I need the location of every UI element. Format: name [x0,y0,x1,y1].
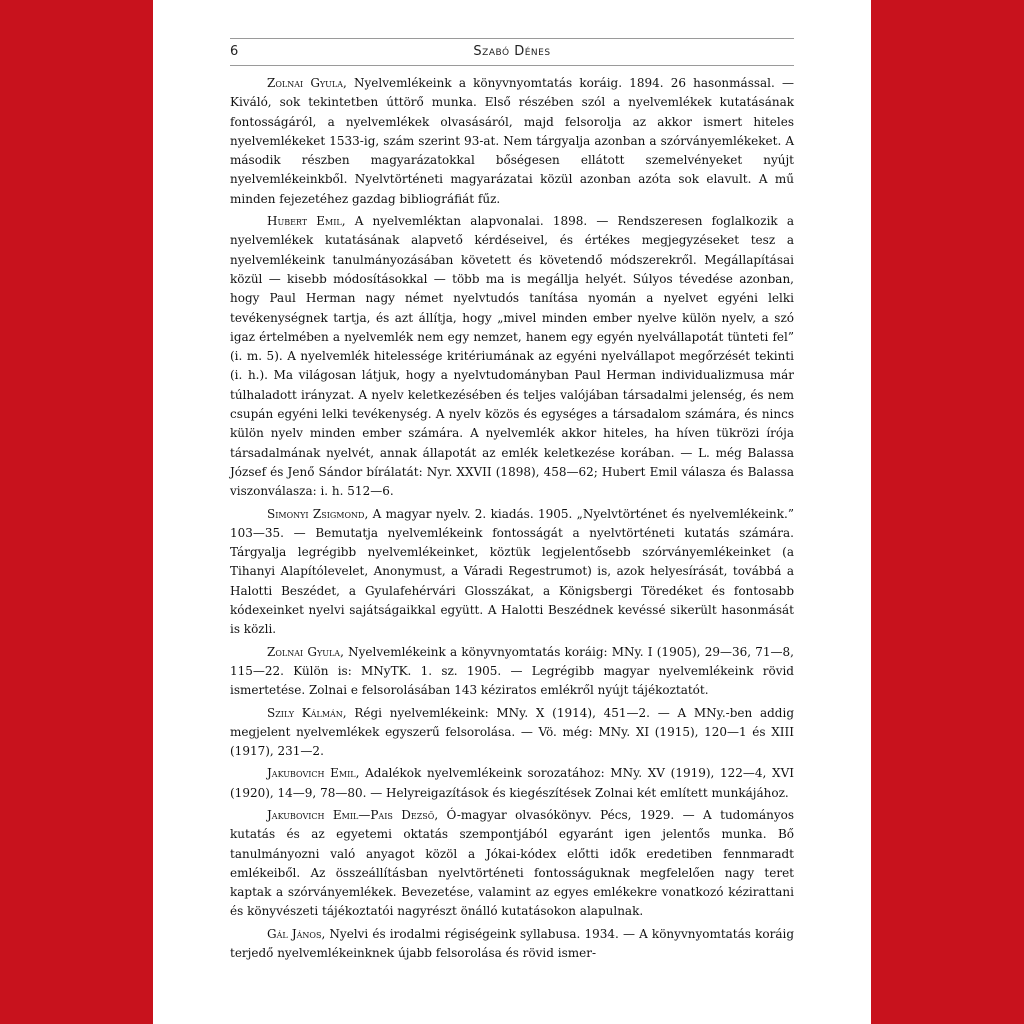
bibliography-entry [230,643,794,701]
page-number: 6 [230,44,239,59]
entry-author: Simonyi Zsigmond [267,506,365,521]
entry-author: Jakubovich Emil [267,766,356,781]
bibliography-entry [230,704,794,762]
bibliography-entry [230,764,794,803]
entry-author: Zolnai Gyula [267,76,344,90]
bibliography-entry [230,74,794,209]
entry-text: , A nyelvemléktan alapvonalai. 1898. — Rendszeresen foglalkozik a nyelvemlékek kutatásának alapvető kérdéseivel, és értékes megjegyzéseket tesz a nyelvemlékeink tanulmányozásában követett és követendő módszerekről. Megállapításai közül — kisebb módosításokkal — több ma is megállja helyét. Súlyos tévedése azonban, hogy Paul Herman nagy német nyelvtudós tanítása nyomán a nyelvet egyéni lelki tevékenységnek tartja, és azt állítja, hogy „mivel minden ember nyelve külön nyelv, a szó igaz értelmében a nyelvemlék nem egy nemzet, hanem egy egyén nyelvállapotát tünteti fel” (i. m. 5). A nyelvemlék hitelessége kritériumának az egyéni nyelvállapot megőrzését tekinti (i. h.). Ma világosan látjuk, hogy a nyelvtudományban Paul Herman individualizmusa már túlhaladott irányzat. A nyelv keletkezésében és teljes valójában társadalmi jelenség, és nem csupán egyéni lelki tevékenység. A nyelv közös és egységes a társadalom számára, és nincs külön nyelv minden ember számára. A nyelvemlék akkor hiteles, ha híven tükrözi írója társadalmának nyelvét, annak állapotát az emlék keletkezése korában. — L. még Balassa József és Jenő Sándor bírálatát: Nyr. XXVII (1898), 458—62; Hubert Emil válasza és Balassa viszonválasza: i. h. 512—6. [230,214,795,499]
entry-text: , A magyar nyelv. 2. kiadás. 1905. „Nyelvtörténet és nyelvemlékeink.” 103—35. — Bemutatja nyelvemlékeink fontosságát a nyelvtörténeti kutatás számára. Tárgyalja legrégibb nyelvemlékeinket, köztük legjelentősebb szórványemlékeinket (a Tihanyi Alapítólevelet, Anonymust, a Váradi Regestrumot) is, azok helyesírását, továbbá a Halotti Beszédet, a Gyulafehérvári Glosszákat, a Königsbergi Töredéket és fontosabb kódexeinket nyelvi sajátságaikkal együtt. A Halotti Beszédnek kevéssé sikerült hasonmását is közli. [230,506,795,637]
bibliography-entry [230,505,794,640]
entry-author: Jakubovich Emil—Pais Dezső [267,807,435,822]
bibliography-text [230,74,794,966]
entry-text: , Nyelvemlékeink a könyvnyomtatás koráig: MNy. I (1905), 29—36, 71—8, 115—22. Külön is: MNyTK. 1. sz. 1905. — Legrégibb magyar nyelvemlékeink rövid ismertetése. Zolnai e felsorolásában 143 kéziratos emlékről nyújt tájékoztatót. [230,644,794,698]
running-head [230,38,794,66]
entry-text: , Adalékok nyelvemlékeink sorozatához: MNy. XV (1919), 122—4, XVI (1920), 14—9, 78—80. — Helyreigazítások és kiegészítések Zolnai két említett munkájához. [230,766,794,800]
entry-author: Zolnai Gyula [267,644,341,659]
bibliography-entry [230,212,794,501]
entry-text: , Régi nyelvemlékeink: MNy. X (1914), 451—2. — A MNy.-ben addig megjelent nyelvemlékek egyszerű felsorolása. — Vö. még: MNy. XI (1915), 120—1 és XIII (1917), 231—2. [230,705,795,759]
bibliography-entry [230,806,794,922]
entry-text: , Ó-magyar olvasókönyv. Pécs, 1929. — A tudományos kutatás és az egyetemi oktatás szempontjából egyaránt igen jelentős munka. Bő tanulmányozni való anyagot közöl a Jókai-kódex előtti idők eredetiben fennmaradt emlékeiből. Az összeállításban nyelvtörténeti fontosságuknak megfelelően nagy teret kaptak a szórványemlékek. Bevezetése, valamint az egyes emlékekre vonatkozó kézirattani és könyvészeti tájékoztatói nagyrészt önálló kutatásokon alapulnak. [230,807,795,919]
running-head-author: Szabó Dénes [473,44,551,59]
entry-text: , Nyelvi és irodalmi régiségeink syllabusa. 1934. — A könyvnyomtatás koráig terjedő nyelvemlékeinknek újabb felsorolása és rövid ismer- [230,926,794,961]
entry-text: , Nyelvemlékeink a könyvnyomtatás koráig. 1894. 26 hasonmással. — Kiváló, sok tekintetben úttörő munka. Első részében szól a nyelvemlékek kutatásának fontosságáról, a nyelvemlékek olvasásáról, majd felsorolja az akkor ismert hiteles nyelvemlékeket 1533-ig, szám szerint 93-at. Nem tárgyalja azonban a szórványemlékeket. A második részben magyarázatokkal bőségesen ellátott szemelvényeket nyújt nyelvemlékeinkből. Nyelvtörténeti magyarázatai közül azonban azóta sok elavult. A mű minden fejezetéhez gazdag bibliográfiát fűz. [230,76,794,206]
bibliography-entry [230,925,794,964]
book-page [153,0,871,1024]
entry-author: Hubert Emil [267,214,342,229]
entry-author: Gál János [267,926,322,941]
entry-author: Szily Kálmán [267,705,343,720]
